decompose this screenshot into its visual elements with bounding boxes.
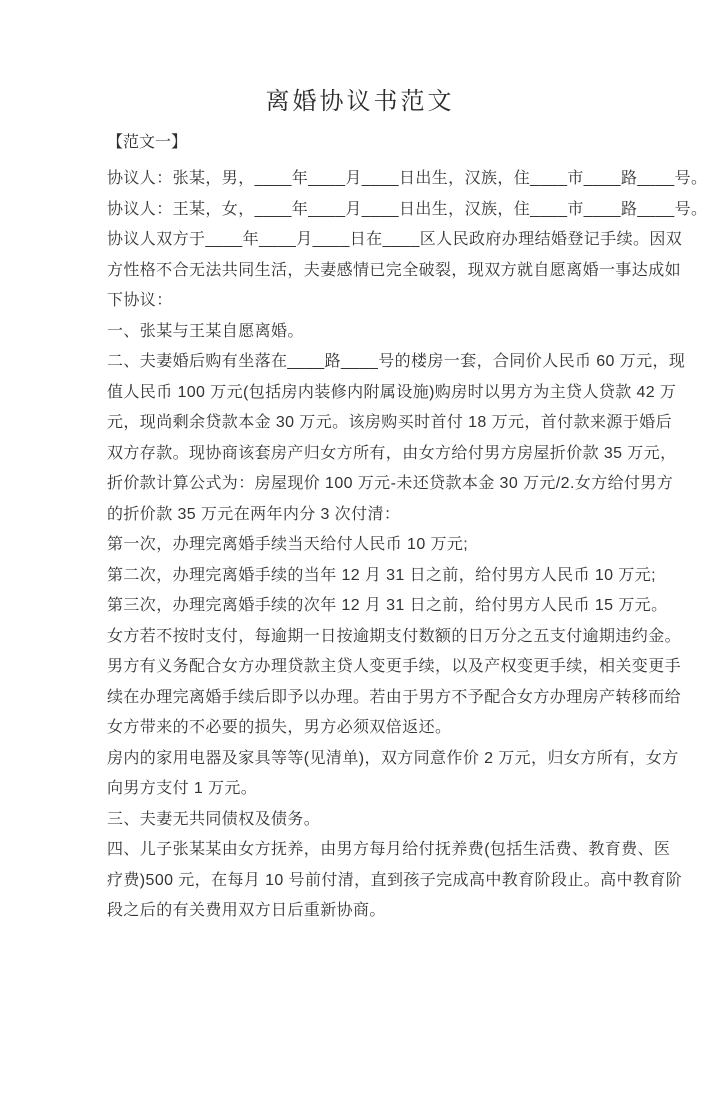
doc-line: 疗费)500 元，在每月 10 号前付清，直到孩子完成高中教育阶段止。高中教育阶 (107, 871, 683, 889)
doc-line: 第二次，办理完离婚手续的当年 12 月 31 日之前，给付男方人民币 10 万元; (107, 566, 656, 584)
doc-line: 方性格不合无法共同生活，夫妻感情已完全破裂，现双方就自愿离婚一事达成如 (107, 261, 682, 279)
doc-line: 协议人：王某，女，____年____月____日出生，汉族，住____市____路____号。 (107, 200, 708, 218)
document-page (0, 86, 720, 1103)
doc-line: 的折价款 35 万元在两年内分 3 次付清： (107, 505, 401, 523)
doc-line: 协议人：张某，男，____年____月____日出生，汉族，住____市____路____号。 (107, 170, 708, 187)
doc-line: 值人民币 100 万元(包括房内装修内附属设施)购房时以男方为主贷人贷款 42 万 (107, 383, 677, 401)
paragraph-lines (107, 164, 708, 927)
doc-line: 女方带来的不必要的损失，男方必须双倍返还。 (107, 719, 452, 736)
doc-line: 房内的家用电器及家具等等(见清单)，双方同意作价 2 万元，归女方所有，女方 (107, 749, 679, 767)
doc-line: 下协议： (107, 292, 173, 309)
doc-line: 二、夫妻婚后购有坐落在____路____号的楼房一套，合同价人民币 60 万元，现 (107, 353, 686, 370)
doc-line: 协议人双方于____年____月____日在____区人民政府办理结婚登记手续。因双 (107, 231, 683, 248)
doc-line: 四、儿子张某某由女方抚养，由男方每月给付抚养费(包括生活费、教育费、医 (107, 841, 671, 858)
doc-line: 元，现尚剩余贷款本金 30 万元。该房购买时首付 18 万元，首付款来源于婚后 (107, 414, 672, 431)
doc-line: 男方有义务配合女方办理贷款主贷人变更手续，以及产权变更手续，相关变更手 (107, 658, 682, 675)
doc-line: 续在办理完离婚手续后即予以办理。若由于男方不予配合女方办理房产转移而给 (107, 688, 682, 706)
doc-line: 女方若不按时支付，每逾期一日按逾期支付数额的日万分之五支付逾期违约金。 (107, 627, 682, 645)
document-body (0, 133, 720, 927)
doc-line: 一、张某与王某自愿离婚。 (107, 322, 304, 340)
doc-line: 段之后的有关费用双方日后重新协商。 (107, 902, 386, 919)
document-title: 离婚协议书范文 (265, 89, 455, 115)
section-label: 【范文一】 (107, 134, 188, 151)
doc-line: 第一次，办理完离婚手续当天给付人民币 10 万元; (107, 536, 469, 553)
doc-line: 双方存款。现协商该套房产归女方所有，由女方给付男方房屋折价款 35 万元， (107, 444, 677, 462)
doc-line: 三、夫妻无共同债权及债务。 (107, 810, 321, 828)
doc-line: 第三次，办理完离婚手续的次年 12 月 31 日之前，给付男方人民币 15 万元。 (107, 597, 668, 614)
doc-line: 折价款计算公式为：房屋现价 100 万元-未还贷款本金 30 万元/2.女方给付男方 (107, 475, 674, 492)
doc-line: 向男方支付 1 万元。 (107, 780, 258, 797)
